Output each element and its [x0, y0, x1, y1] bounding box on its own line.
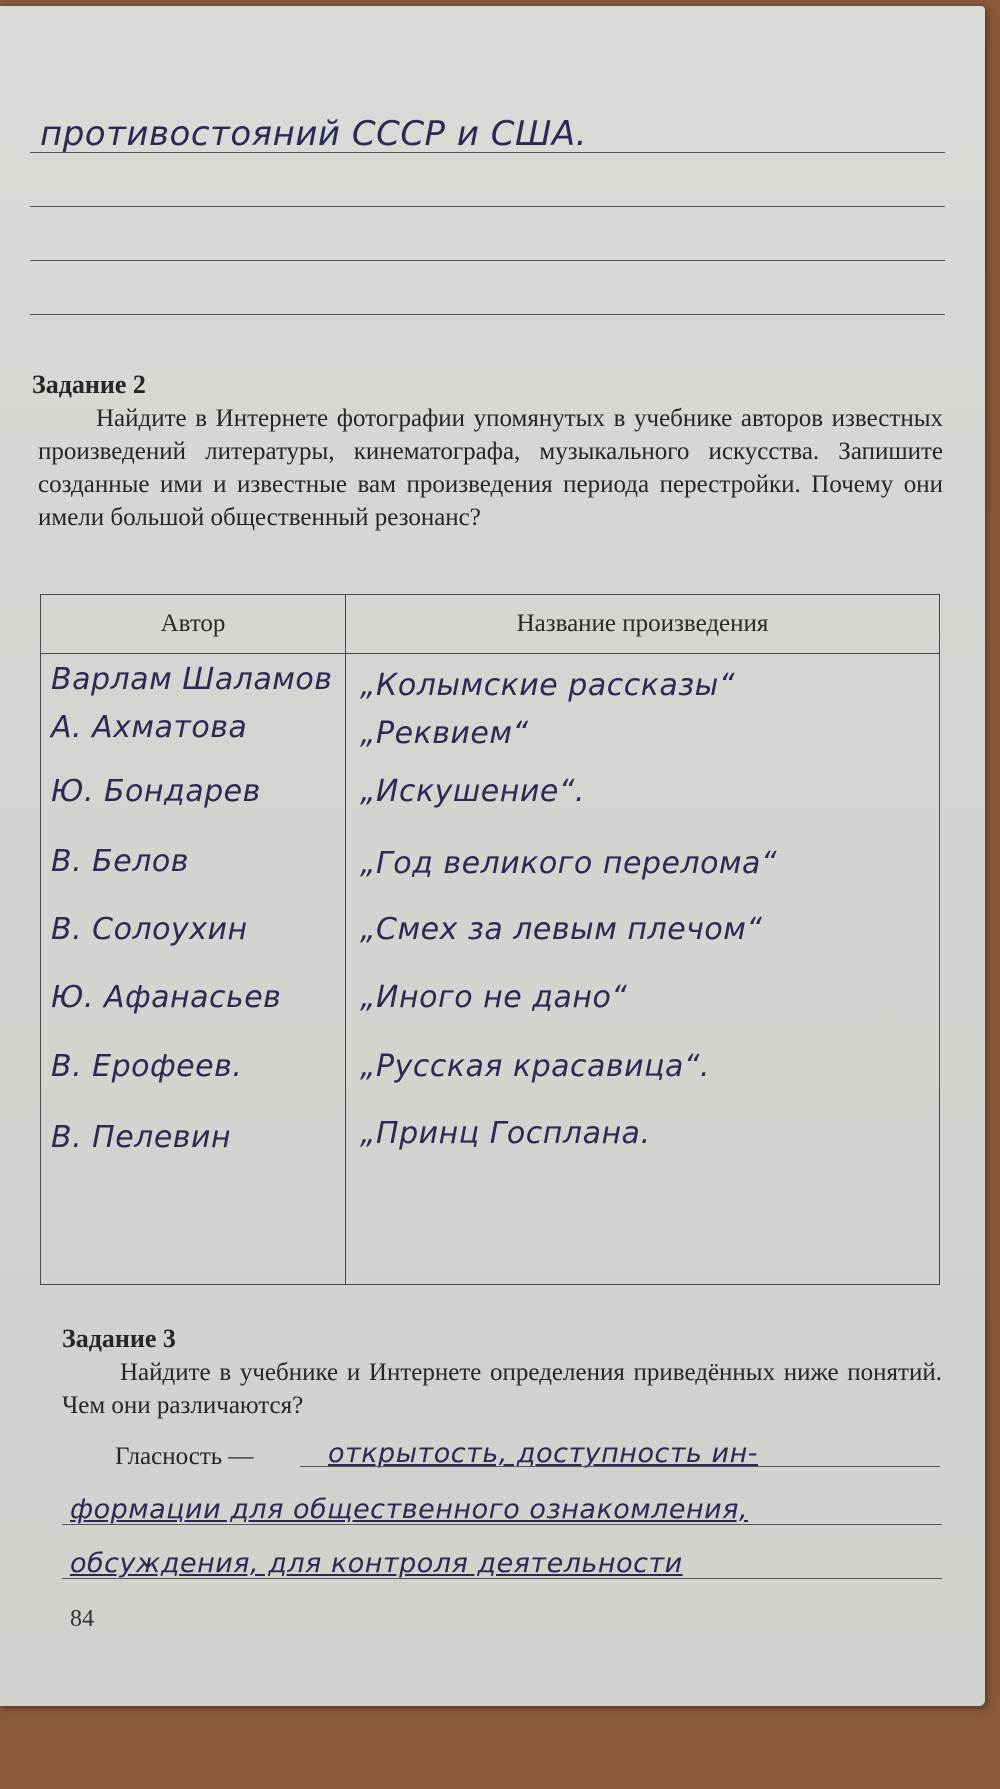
authors-works-table: [40, 594, 940, 1285]
author-entry: Ю. Бондарев: [51, 774, 261, 809]
answer-rule-1: [30, 152, 945, 153]
glasnost-term: Гласность —: [115, 1443, 254, 1470]
work-entry: „Иного не дано“: [360, 980, 628, 1015]
header-author: Автор: [41, 595, 346, 654]
definition-line-2: формации для общественного ознакомления,: [70, 1494, 749, 1525]
work-entry: „Смех за левым плечом“: [360, 912, 763, 947]
work-entry: „Искушение“.: [360, 774, 585, 809]
author-entry: А. Ахматова: [51, 710, 248, 745]
work-column: [346, 654, 940, 1285]
task3-title: Задание 3: [62, 1324, 176, 1353]
page-number: 84: [70, 1606, 94, 1632]
answer-rule-3: [30, 260, 945, 261]
author-entry: Ю. Афанасьев: [51, 980, 282, 1015]
work-entry: „Год великого перелома“: [360, 846, 777, 881]
author-entry: В. Солоухин: [51, 912, 248, 947]
work-entry: „Принц Госплана.: [360, 1116, 651, 1151]
definition-rule-3: [62, 1578, 942, 1579]
author-entry: В. Пелевин: [51, 1120, 232, 1155]
task3-text: Найдите в учебнике и Интернете определения приведённых ниже понятий. Чем они различаются?: [62, 1359, 942, 1419]
author-entry: В. Белов: [51, 844, 189, 879]
header-work-title: Название произведения: [346, 595, 940, 654]
answer-rule-2: [30, 206, 945, 207]
author-entry: В. Ерофеев.: [51, 1049, 243, 1084]
definition-rule-2: [62, 1524, 942, 1525]
definition-line-1: открытость, доступность ин-: [328, 1438, 758, 1469]
work-entry: „Русская красавица“.: [360, 1049, 710, 1084]
author-column: [41, 654, 346, 1285]
work-entry: „Реквием“: [360, 716, 529, 751]
task2-text: Найдите в Интернете фотографии упомянутых в учебнике авторов известных произведений литературы, кинематографа, музыкального искусства. Запишите созданные ими и известные вам произведения периода перестройки. Почему они имели большой общественный резонанс?: [38, 405, 943, 531]
work-entry: „Колымские рассказы“: [360, 668, 735, 703]
task2-title: Задание 2: [32, 370, 146, 399]
definition-line-3: обсуждения, для контроля деятельности: [70, 1548, 683, 1579]
definition-rule-1: [300, 1466, 940, 1467]
author-entry: Варлам Шаламов: [51, 662, 333, 697]
textbook-page: [0, 6, 985, 1706]
top-handwritten-answer: противостояний СССР и США.: [40, 114, 587, 154]
answer-rule-4: [30, 314, 945, 315]
